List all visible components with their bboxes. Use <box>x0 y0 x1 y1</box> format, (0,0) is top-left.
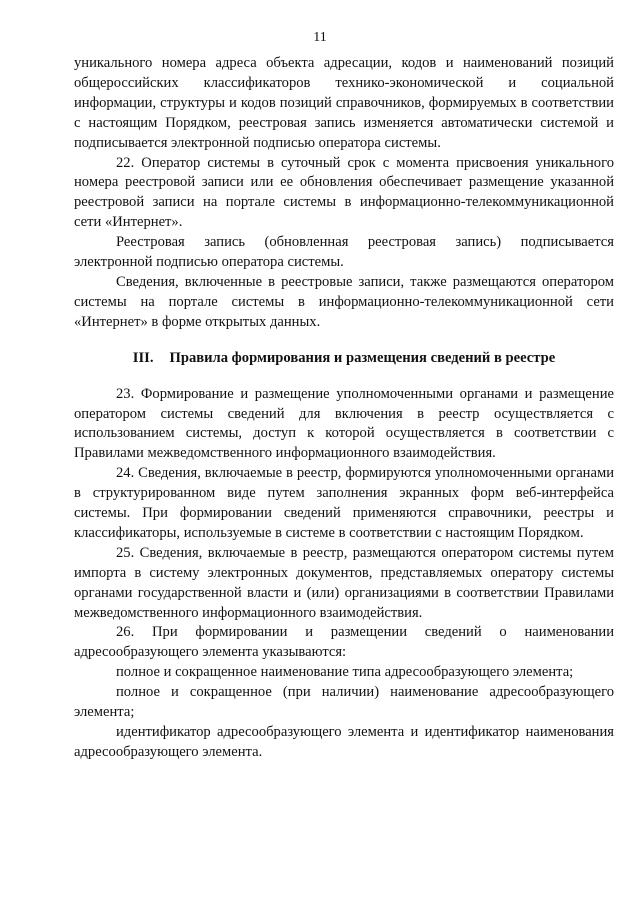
paragraph-25: 25. Сведения, включаемые в реестр, размещаются оператором системы путем импорта в систему электронных документов, представляемых оператору системы органами государственной власти и (или) организациями в соответствии Правилами межведомственного информационного взаимодействия. <box>74 544 614 621</box>
document-body <box>74 54 614 763</box>
paragraph-open-data: Сведения, включенные в реестровые записи, также размещаются оператором системы на портале системы в информационно-телекоммуникационной сети «Интернет» в форме открытых данных. <box>74 273 614 330</box>
paragraph-24: 24. Сведения, включаемые в реестр, формируются уполномоченными органами в структурированном виде путем заполнения экранных форм веб-интерфейса системы. При формировании сведений применяются справочники, реестры и классификаторы, используемые в системе в соответствии с настоящим Порядком. <box>74 465 614 541</box>
section-heading <box>74 349 614 369</box>
paragraph-registry-signature: Реестровая запись (обновленная реестровая запись) подписывается электронной подписью оператора системы. <box>74 234 614 271</box>
paragraph-23: 23. Формирование и размещение уполномоченными органами и размещение оператором системы сведений для включения в реестр осуществляется с использованием системы, доступ к которой осуществляется в соответствии с Правилами межведомственного информационного взаимодействия. <box>74 385 614 462</box>
list-item-element-name: полное и сокращенное (при наличии) наименование адресообразующего элемента; <box>74 684 614 721</box>
paragraph-22: 22. Оператор системы в суточный срок с момента присвоения уникального номера реестровой записи или ее обновления обеспечивает размещение указанной реестровой записи на портале системы в информационно-телекоммуникационной сети «Интернет». <box>74 154 614 231</box>
section-title: Правила формирования и размещения сведений в реестре <box>169 349 556 366</box>
list-item-identifiers: идентификатор адресообразующего элемента и идентификатор наименования адресообразующего элемента. <box>74 724 614 760</box>
paragraph-26: 26. При формировании и размещении сведений о наименовании адресообразующего элемента указываются: <box>74 624 614 661</box>
section-number: III. <box>132 349 154 366</box>
list-item-type-name: полное и сокращенное наименование типа адресообразующего элемента; <box>116 664 574 681</box>
page-number: 11 <box>313 30 327 45</box>
paragraph-continuation: уникального номера адреса объекта адресации, кодов и наименований позиций общероссийских классификаторов технико-экономической и социальной информации, структуры и кодов позиций справочников, формируемых в соответствии с настоящим Порядком, реестровая запись изменяется автоматически системой и подписывается электронной подписью оператора системы. <box>74 55 614 151</box>
